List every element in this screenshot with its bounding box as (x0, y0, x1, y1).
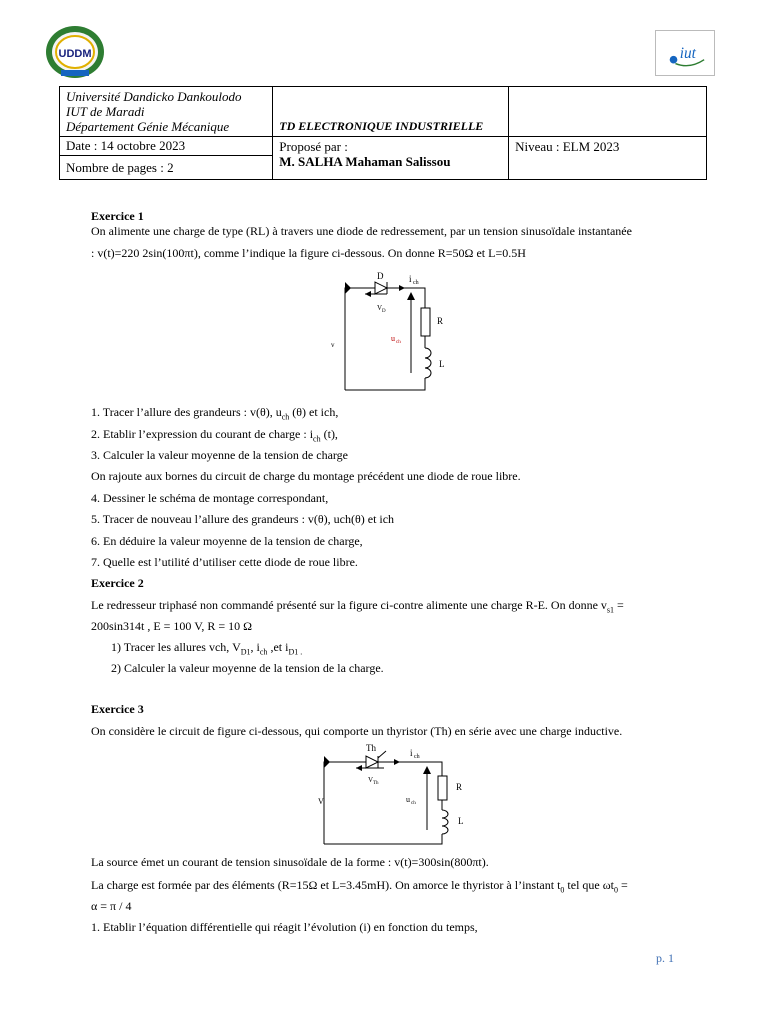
ex1-intro-2: : v(t)=220 2sin(100πt), comme l’indique la figure ci-dessous. On donne R=50Ω et L=0.5H (91, 246, 526, 260)
level-cell: Niveau : ELM 2023 (509, 137, 707, 180)
university-logo (44, 24, 106, 80)
university-name: Université Dandicko Dankoulodo (66, 89, 242, 104)
ex3-load: La charge est formée par des éléments (R=15Ω et L=3.45mH). On amorce le thyristor à l’instant $t_0$ tel que $\omega t_0$ = (91, 878, 628, 895)
svg-text:ch: ch (414, 754, 420, 760)
v-label-2: V (318, 797, 324, 806)
ex1-intro-1: On alimente une charge de type (RL) à travers une diode de redressement, par un tension sinusoïdale instantanée (91, 224, 632, 238)
ex3-title: Exercice 3 (91, 702, 144, 716)
vth-label: V (368, 776, 374, 784)
ich-label: i (409, 274, 412, 284)
iut-name: IUT de Maradi (66, 104, 145, 119)
ex2-q1: 1) Tracer les allures vch, $V_{D1}$, $i_{ch}$ ,et $i_{D1 .}$ (111, 640, 303, 657)
l-label-2: L (458, 816, 464, 826)
l-label: L (439, 359, 445, 369)
v-label: v (331, 341, 335, 349)
ex1-q2: 2. Etablir l’expression du courant de charge : $i_{ch}$ (t), (91, 427, 338, 444)
ex3-q1: 1. Etablir l’équation différentielle qui réagit l’évolution (i) en fonction du temps, (91, 920, 478, 934)
thyristor-circuit (312, 742, 482, 850)
proposed-cell (273, 137, 509, 180)
proposed-name: M. SALHA Mahaman Salissou (279, 154, 451, 169)
uch-label-2: u (406, 795, 410, 804)
title-cell (273, 87, 509, 137)
svg-text:Th: Th (373, 781, 379, 786)
ex1-q6: 6. En déduire la valeur moyenne de la tension de charge, (91, 534, 363, 548)
svg-text:UDDM: UDDM (58, 48, 92, 60)
ex1-q4: 4. Dessiner le schéma de montage correspondant, (91, 491, 329, 505)
uch-label: u (391, 334, 395, 343)
ex1-q5: 5. Tracer de nouveau l’allure des grandeurs : v(θ), uch(θ) et ich (91, 512, 395, 526)
ich-label-2: i (410, 748, 413, 758)
th-label: Th (366, 743, 376, 753)
ex1-q1: 1. Tracer l’allure des grandeurs : v(θ), $u_{ch}$ (θ) et ich, (91, 405, 339, 422)
ex1-q7: 7. Quelle est l’utilité d’utiliser cette diode de roue libre. (91, 555, 358, 569)
header-table (59, 86, 707, 180)
page-number: p. 1 (656, 951, 674, 965)
empty-cell (509, 87, 707, 137)
vd-label: V (377, 304, 383, 312)
svg-text:ch: ch (396, 340, 401, 345)
svg-text:iut: iut (679, 44, 696, 62)
rl-diode-circuit (325, 268, 450, 396)
svg-text:D: D (382, 309, 386, 314)
institution-cell (60, 87, 273, 137)
document-title: TD ELECTRONIQUE INDUSTRIELLE (279, 119, 484, 133)
ex1-q3b: On rajoute aux bornes du circuit de charge du montage précédent une diode de roue libre. (91, 469, 521, 483)
ex2-intro-1: Le redresseur triphasé non commandé présenté sur la figure ci-contre alimente une charge R-E. On donne $v_{s1}$ = (91, 598, 624, 615)
svg-text:ch: ch (411, 801, 416, 806)
svg-text:ch: ch (413, 280, 419, 286)
ex1-title: Exercice 1 (91, 209, 144, 223)
diode-label: D (377, 271, 384, 281)
ex3-source: La source émet un courant de tension sinusoïdale de la forme : v(t)=300sin(800πt). (91, 855, 489, 869)
ex2-q2: 2) Calculer la valeur moyenne de la tension de la charge. (111, 661, 384, 675)
ex1-q3: 3. Calculer la valeur moyenne de la tension de charge (91, 448, 349, 462)
ex2-intro-2: 200sin314t , E = 100 V, R = 10 Ω (91, 619, 253, 633)
iut-logo (655, 30, 715, 76)
r-label-2: R (456, 782, 463, 792)
proposed-label: Proposé par : (279, 139, 348, 154)
ex3-alpha: α = π / 4 (91, 899, 132, 913)
date-cell: Date : 14 octobre 2023 (60, 137, 273, 156)
r-label: R (437, 316, 444, 326)
pages-cell: Nombre de pages : 2 (60, 156, 273, 180)
ex2-title: Exercice 2 (91, 576, 144, 590)
department-name: Département Génie Mécanique (66, 119, 230, 134)
ex3-intro: On considère le circuit de figure ci-dessous, qui comporte un thyristor (Th) en série avec une charge inductive. (91, 724, 623, 738)
